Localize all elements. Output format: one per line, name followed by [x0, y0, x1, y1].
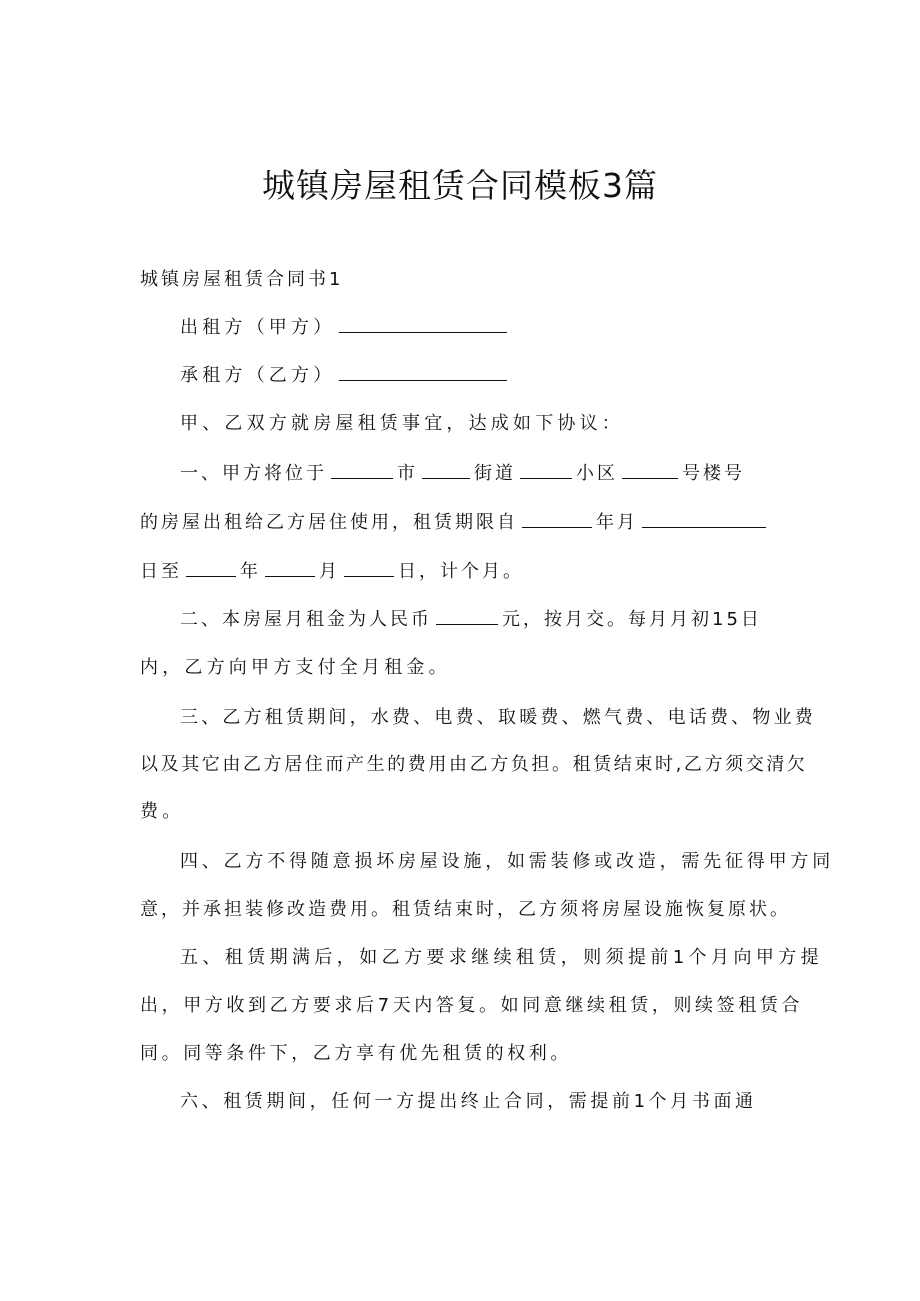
clause-1-text-d: 小区	[576, 463, 618, 484]
lessee-blank[interactable]	[339, 366, 507, 381]
rent-amount-blank[interactable]	[436, 610, 498, 625]
lessor-blank[interactable]	[339, 318, 507, 333]
clause-5-line-3: 同。同等条件下，乙方享有优先租赁的权利。	[140, 1043, 572, 1064]
clause-2-line-1	[180, 608, 762, 632]
clause-1-line-1	[180, 462, 745, 486]
clause-1-text-g: 年月	[596, 512, 638, 533]
clause-1-text-j: 月	[319, 561, 340, 582]
clause-1-text-b: 市	[397, 463, 418, 484]
end-month-blank[interactable]	[265, 562, 315, 577]
clause-1-text-h: 日至	[140, 561, 182, 582]
lessee-line	[180, 364, 511, 388]
clause-2-text-b: 元，按月交。每月月初15日	[502, 609, 762, 630]
start-day-blank[interactable]	[642, 513, 766, 528]
clause-1-text-a: 一、甲方将位于	[180, 463, 327, 484]
clause-3-line-3: 费。	[140, 801, 185, 822]
city-blank[interactable]	[331, 464, 393, 479]
lessee-label: 承租方（乙方）	[180, 365, 336, 386]
end-year-blank[interactable]	[186, 562, 236, 577]
clause-4-line-1: 四、乙方不得随意损坏房屋设施，如需装修或改造，需先征得甲方同	[180, 851, 834, 872]
clause-5-line-1: 五、租赁期满后，如乙方要求继续租赁，则须提前1个月向甲方提	[180, 947, 824, 968]
lessor-line	[180, 316, 511, 340]
intro-line: 甲、乙双方就房屋租赁事宜，达成如下协议：	[180, 413, 624, 434]
clause-1-line-3	[140, 560, 524, 584]
document-title: 城镇房屋租赁合同模板3篇	[262, 166, 658, 205]
clause-1-text-f: 的房屋出租给乙方居住使用，租赁期限自	[140, 512, 518, 533]
clause-1-line-2	[140, 511, 770, 535]
clause-3-line-2: 以及其它由乙方居住而产生的费用由乙方负担。租赁结束时,乙方须交清欠	[140, 754, 808, 775]
end-day-blank[interactable]	[344, 562, 394, 577]
clause-5-line-2: 出，甲方收到乙方要求后7天内答复。如同意继续租赁，则续签租赁合	[140, 995, 804, 1016]
building-blank[interactable]	[622, 464, 678, 479]
clause-2-line-2: 内，乙方向甲方支付全月租金。	[140, 657, 451, 678]
clause-1-text-k: 日，计个月。	[398, 561, 524, 582]
contract-subtitle: 城镇房屋租赁合同书1	[140, 269, 344, 290]
clause-3-line-1: 三、乙方租赁期间，水费、电费、取暖费、燃气费、电话费、物业费	[180, 707, 816, 728]
clause-1-text-i: 年	[240, 561, 261, 582]
clause-2-text-a: 二、本房屋月租金为人民币	[180, 609, 432, 630]
clause-6-line-1: 六、租赁期间，任何一方提出终止合同，需提前1个月书面通	[180, 1091, 757, 1112]
start-year-blank[interactable]	[522, 513, 592, 528]
clause-1-text-e: 号楼号	[682, 463, 745, 484]
clause-4-line-2: 意，并承担装修改造费用。租赁结束时，乙方须将房屋设施恢复原状。	[140, 899, 791, 920]
community-blank[interactable]	[520, 464, 572, 479]
lessor-label: 出租方（甲方）	[180, 317, 336, 338]
clause-1-text-c: 街道	[474, 463, 516, 484]
street-blank[interactable]	[422, 464, 470, 479]
